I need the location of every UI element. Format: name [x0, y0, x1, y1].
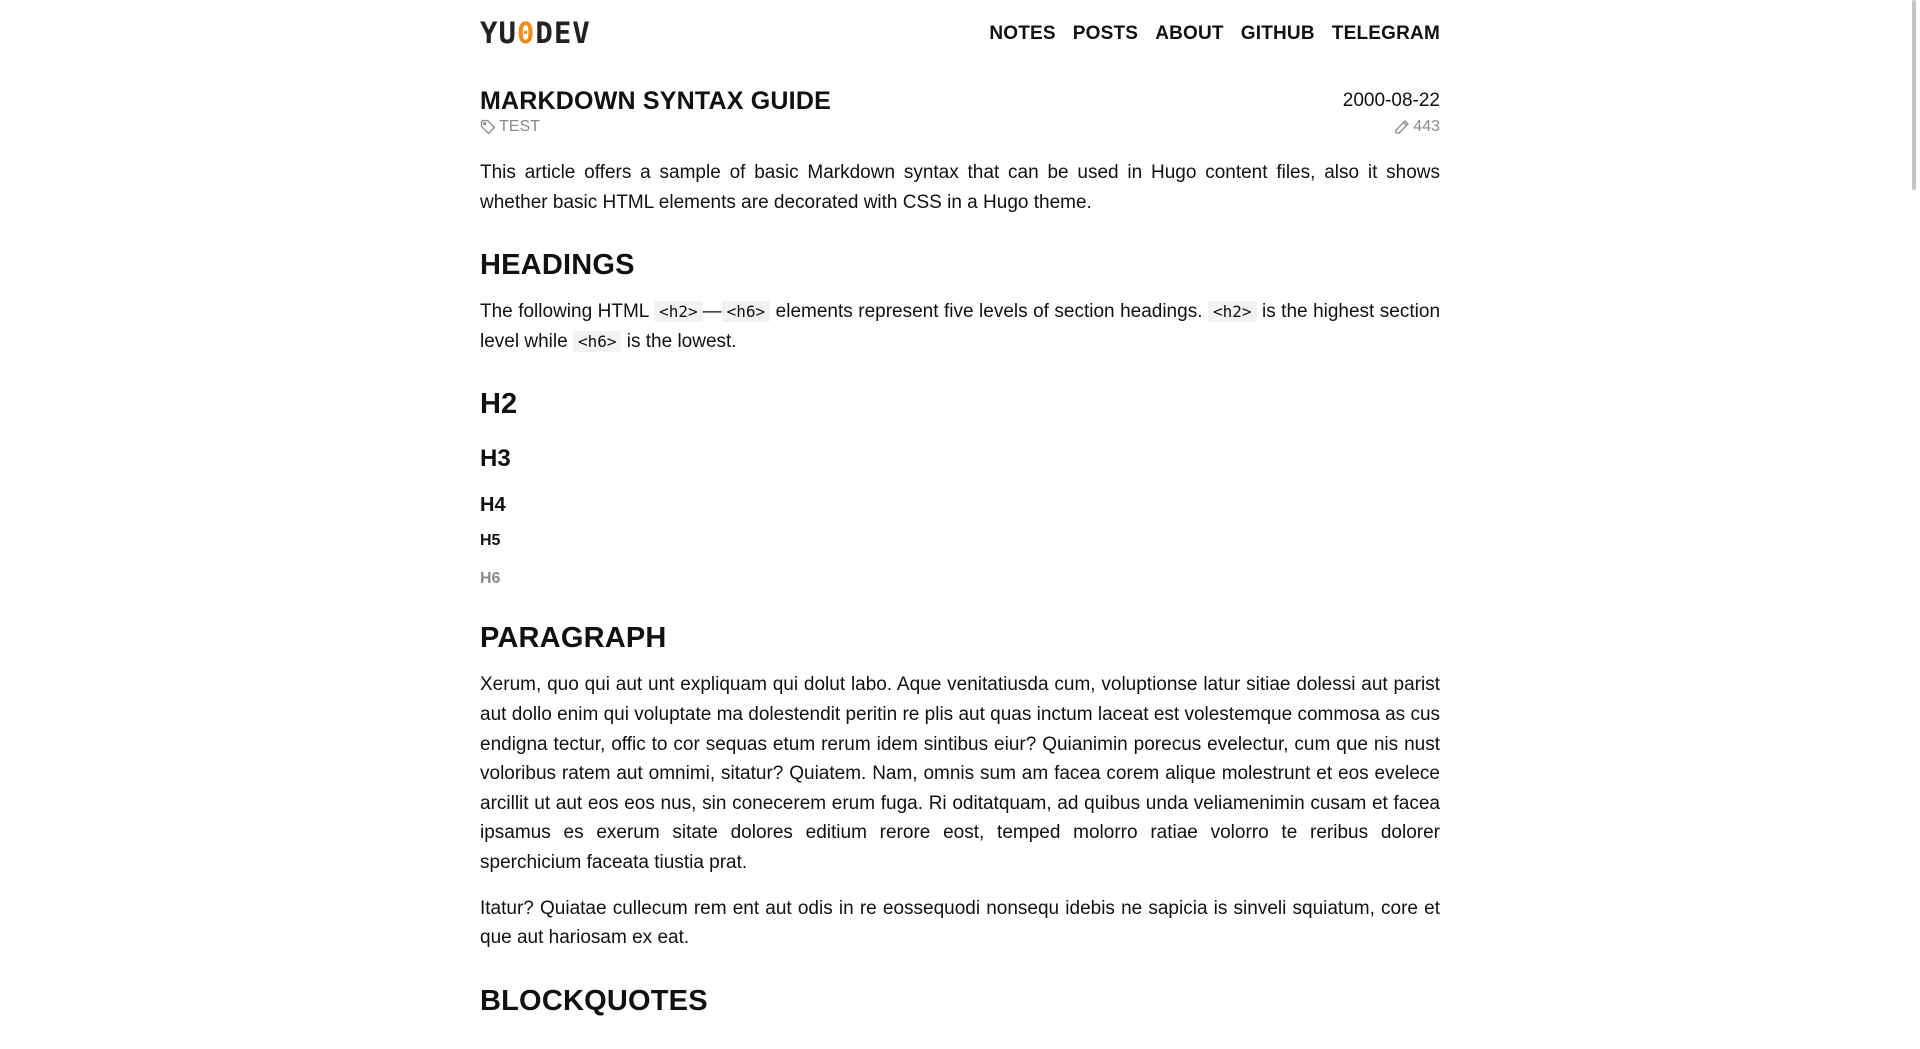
article-body [480, 158, 1440, 1019]
logo-suffix: DEV [535, 16, 591, 50]
dash: — [702, 301, 722, 323]
headings-paragraph [480, 297, 1440, 356]
section-heading-blockquotes: BLOCKQUOTES [480, 984, 708, 1017]
demo-heading-h5: H5 [480, 532, 501, 550]
nav-link-posts[interactable]: POSTS [1072, 22, 1139, 44]
pencil-icon [1394, 119, 1410, 135]
scrollbar-thumb[interactable] [1912, 0, 1916, 190]
section-heading-paragraph: PARAGRAPH [480, 622, 667, 655]
headings-text-1: The following HTML [480, 301, 649, 323]
site-logo[interactable] [480, 16, 591, 50]
logo-accent: 0 [516, 16, 536, 50]
page-scrollbar[interactable] [1906, 0, 1920, 1049]
post-tag[interactable] [480, 118, 540, 136]
post-date: 2000-08-22 [1342, 90, 1440, 111]
post-title: MARKDOWN SYNTAX GUIDE [480, 87, 831, 115]
intro-paragraph: This article offers a sample of basic Markdown syntax that can be used in Hugo content files, also it shows whether basic HTML elements are decorated with CSS in a Hugo theme. [480, 162, 1440, 213]
paragraph-2: Itatur? Quiatae cullecum rem ent aut odis in re eossequodi nonsequ idebis ne sapicia is sinveli squiatum, core et que aut hariosam ex eat. [480, 897, 1440, 949]
headings-text-2: elements represent five levels of section headings. [775, 301, 1203, 323]
demo-heading-h6: H6 [480, 570, 501, 588]
nav-link-notes[interactable]: NOTES [989, 22, 1056, 44]
content-container [480, 0, 1440, 1033]
inline-code: <h2> [654, 301, 703, 322]
post-meta [480, 118, 1440, 136]
nav-link-github[interactable]: GITHUB [1240, 22, 1315, 44]
site-header [480, 0, 1440, 66]
tag-icon [480, 119, 496, 135]
nav-link-about[interactable]: ABOUT [1155, 22, 1224, 44]
main-nav [989, 23, 1440, 45]
demo-heading-h4: H4 [480, 494, 506, 517]
paragraph-1: Xerum, quo qui aut unt expliquam qui dolut labo. Aque venitatiusda cum, voluptionse latur sitiae dolessi aut parist aut dollo enim qui voluptate ma dolestendit peritin re plis aut quas inctum laceat est volestemque commosa as cus endigna tectur, offic to cor sequas etum rerum idem sintibus eiur? Quianimin porecus evelectur, cum que nis nust voloribus ratem aut omnimi, sitatur? Quiatem. Nam, omnis sum am facea corem alique molestrunt et eos evelece arcillit ut aut eos eos nus, sin conecerem erum fuga. Ri oditatquam, ad quibus unda veliamenimin cusam et facea ipsamus es exerum sitate dolores editium rerore eost, temped molorro ratiae volorro te reribus dolorer sperchicium faceata tiustia prat. [480, 674, 1441, 873]
inline-code: <h2> [1208, 301, 1257, 322]
post-tag-label: TEST [499, 118, 540, 135]
demo-heading-h3: H3 [480, 445, 511, 473]
demo-heading-h2: H2 [480, 388, 518, 421]
word-count-value: 443 [1413, 118, 1440, 135]
post-header [480, 86, 1440, 116]
headings-text-4: is the lowest. [626, 330, 737, 352]
logo-prefix: YU [480, 16, 517, 50]
section-heading-headings: HEADINGS [480, 249, 635, 282]
headings-text-3: is the highest section level while [480, 301, 1441, 352]
nav-link-telegram[interactable]: TELEGRAM [1331, 22, 1440, 44]
inline-code: <h6> [573, 331, 622, 352]
inline-code: <h6> [722, 301, 771, 322]
post-word-count [1394, 118, 1440, 136]
